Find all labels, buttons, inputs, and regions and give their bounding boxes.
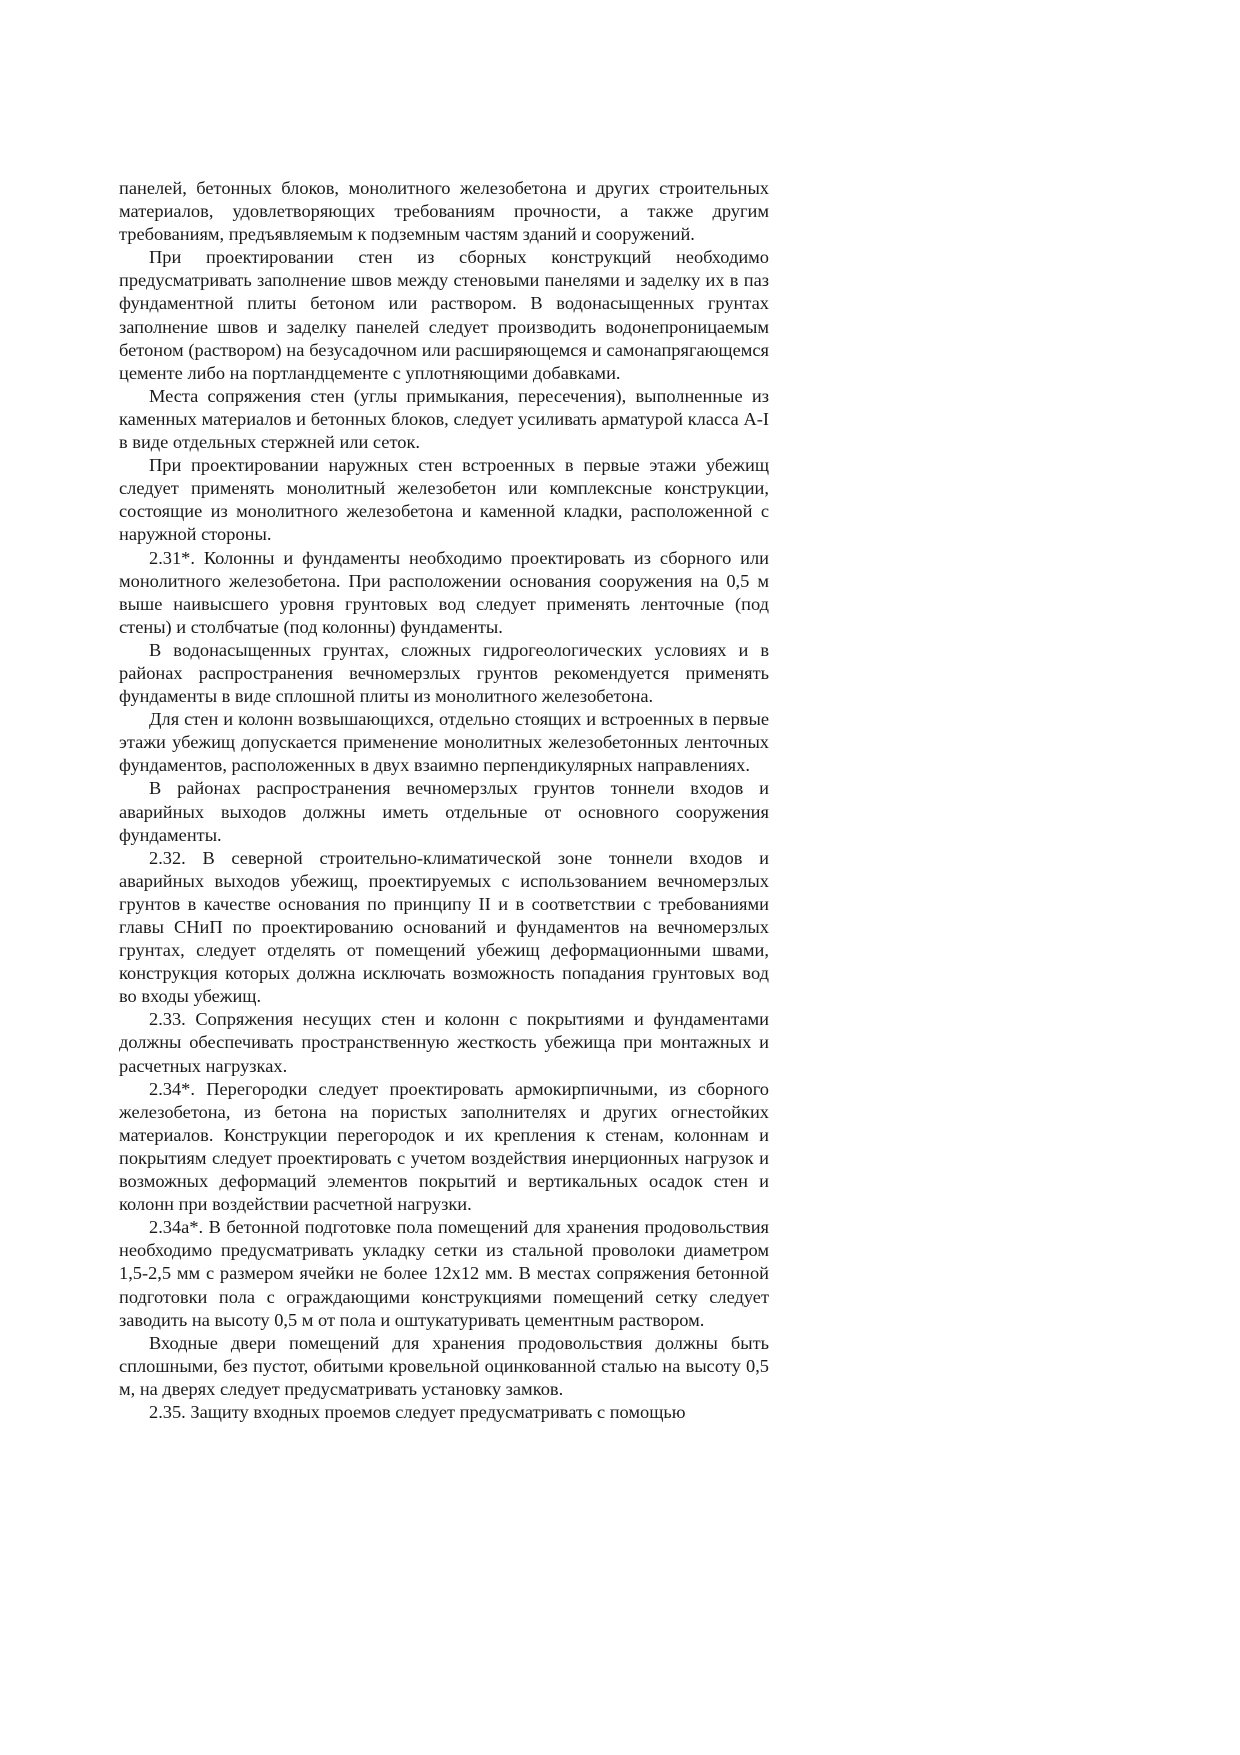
paragraph-clause-2-33: 2.33. Сопряжения несущих стен и колонн с покрытиями и фундаментами должны обеспечивать пространственную жесткость убежища при монтажных и расчетных нагрузках. [119, 1009, 769, 1076]
paragraph-external-walls: При проектировании наружных стен встроенных в первые этажи убежищ следует применять монолитный железобетон или комплексные конструкции, состоящие из монолитного железобетона и каменной кладки, расположенной с наружной стороны. [119, 455, 769, 545]
paragraph-continuation: панелей, бетонных блоков, монолитного железобетона и других строительных материалов, удовлетворяющих требованиям прочности, а также другим требованиям, предъявляемым к подземным частям зданий и сооружений. [119, 178, 769, 245]
paragraph-prefab-walls: При проектировании стен из сборных конструкций необходимо предусматривать заполнение швов между стеновыми панелями и заделку их в паз фундаментной плиты бетоном или раствором. В водонасыщенных грунтах заполнение швов и заделку панелей следует производить водонепроницаемым бетоном (раствором) на безусадочном или расширяющемся и самонапрягающемся цементе либо на портландцементе с уплотняющими добавками. [119, 247, 769, 383]
paragraph-clause-2-34: 2.34*. Перегородки следует проектировать армокирпичными, из сборного железобетона, из бетона на пористых заполнителях и других огнестойких материалов. Конструкции перегородок и их крепления к стенам, колоннам и покрытиям следует проектировать с учетом воздействия инерционных нагрузок и возможных деформаций элементов покрытий и вертикальных осадок стен и колонн при воздействии расчетной нагрузки. [119, 1078, 769, 1215]
paragraph-permafrost-tunnels: В районах распространения вечномерзлых грунтов тоннели входов и аварийных выходов должны иметь отдельные от основного сооружения фундаменты. [119, 778, 769, 845]
paragraph-strip-foundations: Для стен и колонн возвышающихся, отдельно стоящих и встроенных в первые этажи убежищ допускается применение монолитных железобетонных ленточных фундаментов, расположенных в двух взаимно перпендикулярных направлениях. [119, 709, 769, 776]
paragraph-clause-2-31: 2.31*. Колонны и фундаменты необходимо проектировать из сборного или монолитного железобетона. При расположении основания сооружения на 0,5 м выше наивысшего уровня грунтовых вод следует применять ленточные (под стены) и столбчатые (под колонны) фундаменты. [119, 547, 769, 637]
paragraph-clause-2-35: 2.35. Защиту входных проемов следует предусматривать с помощью [149, 1401, 686, 1422]
paragraph-wall-junctions: Места сопряжения стен (углы примыкания, пересечения), выполненные из каменных материалов и бетонных блоков, следует усиливать арматурой класса А-I в виде отдельных стержней или сеток. [119, 385, 769, 453]
paragraph-entrance-doors: Входные двери помещений для хранения продовольствия должны быть сплошными, без пустот, обитыми кровельной оцинкованной сталью на высоту 0,5 м, на дверях следует предусматривать установку замков. [119, 1332, 769, 1399]
body-text [119, 177, 769, 1424]
paragraph-clause-2-32: 2.32. В северной строительно-климатической зоне тоннели входов и аварийных выходов убежищ, проектируемых с использованием вечномерзлых грунтов в качестве основания по принципу II и в соответствии с требованиями главы СНиП по проектированию оснований и фундаментов на вечномерзлых грунтах, следует отделять от помещений убежищ деформационными швами, конструкция которых должна исключать возможность попадания грунтовых вод во входы убежищ. [119, 847, 769, 1007]
paragraph-clause-2-34a: 2.34а*. В бетонной подготовке пола помещений для хранения продовольствия необходимо предусматривать укладку сетки из стальной проволоки диаметром 1,5-2,5 мм с размером ячейки не более 12х12 мм. В местах сопряжения бетонной подготовки пола с ограждающими конструкциями помещений сетку следует заводить на высоту 0,5 м от пола и оштукатуривать цементным раствором. [119, 1217, 769, 1330]
paragraph-saturated-soils: В водонасыщенных грунтах, сложных гидрогеологических условиях и в районах распространения вечномерзлых грунтов рекомендуется применять фундаменты в виде сплошной плиты из монолитного железобетона. [119, 639, 769, 707]
